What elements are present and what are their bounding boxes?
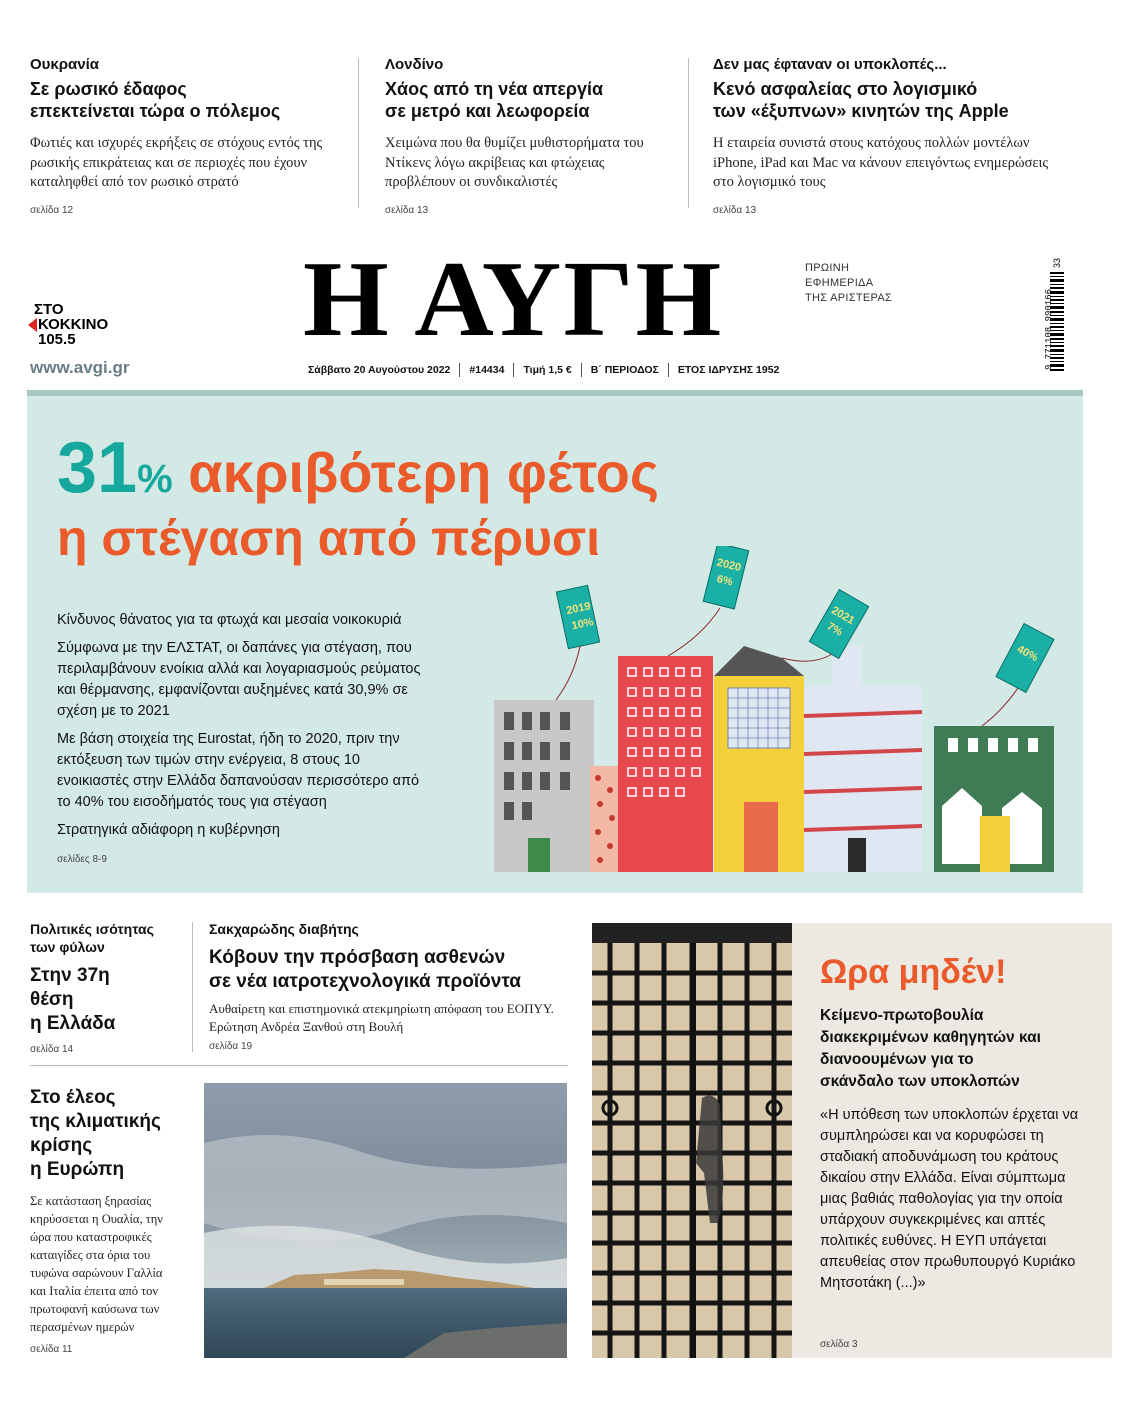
tag-year: 2020 [715, 556, 743, 575]
teaser-body: Η εταιρεία συνιστά στους κατόχους πολλών μοντέλων iPhone, iPad και Mac να κάνουν επειγόντως ενημερώσεις στο λογισμικό τους [713, 135, 1049, 191]
column-divider [192, 922, 193, 1052]
teaser-kicker: Λονδίνο [385, 56, 444, 73]
hero-page-ref: σελίδες 8-9 [57, 854, 107, 865]
website-link[interactable]: www.avgi.gr [30, 358, 130, 377]
story-page-ref: σελίδα 3 [820, 1339, 858, 1350]
teaser-headline-line2: των «έξυπνων» κινητών της Apple [713, 100, 1009, 121]
wiretap-photo[interactable] [592, 923, 792, 1358]
tag-value: 6% [715, 573, 734, 589]
teaser-headline-line1: Κενό ασφαλείας στο λογισμικό [713, 79, 978, 99]
teaser-headline-line1: Σε ρωσικό έδαφος [30, 79, 187, 99]
teaser-page-ref: σελίδα 13 [713, 204, 757, 216]
radio-arrow-icon [28, 318, 37, 332]
teaser-headline [713, 79, 1053, 122]
teaser-london[interactable] [385, 56, 675, 216]
story-page-ref: σελίδα 11 [30, 1344, 73, 1355]
masthead-logo[interactable] [303, 240, 793, 359]
storm-photo[interactable] [204, 1083, 567, 1358]
story-page-ref: σελίδα 19 [209, 1041, 253, 1053]
story-body: Αυθαίρετη και επιστημονικά ατεκμηρίωτη απόφαση του ΕΟΠΥΥ. Ερώτηση Ανδρέα Ξανθού στη Βουλή [209, 1001, 554, 1034]
price-tag-icon [556, 585, 599, 648]
tag-year: 2019 [565, 600, 592, 618]
story-wiretap[interactable] [792, 923, 1112, 1358]
hero-headline-line2: η στέγαση από πέρυσι [57, 510, 601, 566]
hero-paragraph: Σύμφωνα με την ΕΛΣΤΑΤ, οι δαπάνες για στέγαση, που περιλαμβάνουν ενοίκια αλλά και λογαριασμούς ρεύματος και θέρμανσης, εμφανίζονται αυξημένες κατά 30,9% σε σχέση με το 2021 [57, 640, 421, 719]
story-page-ref: σελίδα 14 [30, 1044, 74, 1055]
teaser-ukraine[interactable] [30, 56, 340, 216]
masthead-infobar [308, 363, 793, 377]
masthead-title: Η ΑΥΓΗ [303, 240, 724, 359]
teaser-headline [30, 79, 340, 122]
building-grey [494, 700, 594, 872]
story-gender-equality[interactable] [30, 920, 180, 1055]
radio-logo-line2: ΚΟΚΚΙΝΟ [34, 317, 134, 332]
hero-big-number: 31 [57, 428, 138, 508]
tag-year: 2021 [829, 604, 857, 628]
teaser-headline [385, 79, 675, 122]
story-diabetes[interactable] [209, 920, 569, 1052]
barcode-digits: 9 771108 990166 [1044, 288, 1054, 370]
teaser-page-ref: σελίδα 13 [385, 204, 429, 216]
story-kicker: Πολιτικές ισότητας των φύλων [30, 921, 154, 955]
story-quote: «Η υπόθεση των υποκλοπών έρχεται να συμπληρώσει και να κορυφώσει τη σταδιακή αποδυνάμωση του κράτους δικαίου στην Ελλάδα. Είναι σύμπτωμα μιας βαθιάς παθολογίας για την οποία υπάρχουν συγκεκριμένες και απτές πολιτικές ευθύνες. Η ΕΥΠ υπάγεται απευθείας στον πρωθυπουργό Κυριάκο Μητσοτάκη (...)» [820, 1107, 1079, 1291]
story-body: Σε κατάσταση ξηρασίας κηρύσσεται η Ουαλία, την ώρα που καταστροφικές καταιγίδες στα όρια του τυφώνα σαρώνουν Γαλλία και Ιταλία έπειτα από τον πρωτοφανή καύσωνα των περασμένων ημερών [30, 1194, 163, 1334]
radio-logo[interactable] [34, 302, 134, 347]
building-green [934, 726, 1054, 872]
hero-story[interactable] [27, 390, 1083, 893]
building-yellow [714, 646, 804, 872]
radio-logo-line1: ΣΤΟ [34, 301, 64, 318]
barcode-issue: 33 [1052, 257, 1063, 269]
section-divider [30, 1065, 568, 1066]
housing-illustration [482, 546, 1082, 886]
column-divider [688, 58, 689, 208]
teaser-body: Φωτιές και ισχυρές εκρήξεις σε στόχους εντός της ρωσικής επικράτειας και σε περιοχές που έχουν καταληφθεί από τον ρωσικό στρατό [30, 135, 323, 191]
story-headline: Κόβουν την πρόσβαση ασθενών σε νέα ιατροτεχνολογικά προϊόντα [209, 947, 521, 992]
hero-headline [57, 428, 659, 511]
tag-value: 10% [570, 616, 595, 633]
hero-paragraph: Κίνδυνος θάνατος για τα φτωχά και μεσαία νοικοκυριά [57, 612, 402, 628]
barcode [1036, 258, 1066, 376]
story-kicker: Σακχαρώδης διαβήτης [209, 921, 359, 937]
radio-logo-frequency: 105.5 [38, 331, 76, 348]
teaser-headline-line1: Χάος από τη νέα απεργία [385, 79, 604, 99]
story-headline: Ωρα μηδέν! [820, 953, 1007, 991]
issue-date: Σάββατο 20 Αυγούστου 2022 [308, 364, 451, 376]
hero-headline-rest: ακριβότερη φέτος [188, 441, 659, 504]
hero-percent: % [137, 457, 173, 501]
building-pattern [590, 766, 620, 872]
masthead-tagline: ΠΡΩΙΝΗ ΕΦΗΜΕΡΙΔΑ ΤΗΣ ΑΡΙΣΤΕΡΑΣ [805, 262, 893, 304]
teaser-headline-line2: επεκτείνεται τώρα ο πόλεμος [30, 100, 281, 121]
building-striped [804, 646, 922, 872]
teaser-headline-line2: σε μετρό και λεωφορεία [385, 100, 590, 121]
story-headline: Στο έλεος της κλιματικής κρίσης η Ευρώπη [30, 1087, 161, 1180]
issue-price: Τιμή 1,5 € [523, 364, 572, 376]
hero-paragraph: Με βάση στοιχεία της Eurostat, ήδη το 2020, πριν την εκτόξευση των τιμών στην ενέργεια, 8 στους 10 ενοικιαστές στην Ελλάδα δαπανούσαν περισσότερο από το 40% του εισοδήματός τους για στέγαση [57, 731, 420, 810]
building-red [618, 656, 713, 872]
founding-year: ΕΤΟΣ ΙΔΡΥΣΗΣ 1952 [677, 364, 780, 376]
hero-paragraph: Στρατηγικά αδιάφορη η κυβέρνηση [57, 822, 280, 838]
teaser-kicker: Ουκρανία [30, 56, 99, 73]
story-subtitle: Κείμενο-πρωτοβουλία διακεκριμένων καθηγητών και διανοουμένων για το σκάνδαλο των υποκλοπών [820, 1007, 1041, 1090]
issue-number: #14434 [469, 364, 505, 376]
hero-text [57, 610, 427, 848]
teaser-page-ref: σελίδα 12 [30, 204, 74, 216]
story-headline: Στην 37η θέση η Ελλάδα [30, 965, 116, 1034]
story-climate[interactable] [30, 1086, 180, 1355]
tag-value: 40% [1014, 643, 1040, 665]
tag-value: 7% [824, 620, 845, 639]
issue-period: Β΄ ΠΕΡΙΟΔΟΣ [590, 364, 659, 376]
teaser-body: Χειμώνα που θα θυμίζει μυθιστορήματα του Ντίκενς λόγω ακρίβειας και φτώχειας προβλέπουν οι συνδικαλιστές [385, 135, 644, 191]
teaser-kicker: Δεν μας έφταναν οι υποκλοπές... [713, 56, 947, 73]
column-divider [358, 58, 359, 208]
teaser-apple[interactable] [713, 56, 1053, 216]
